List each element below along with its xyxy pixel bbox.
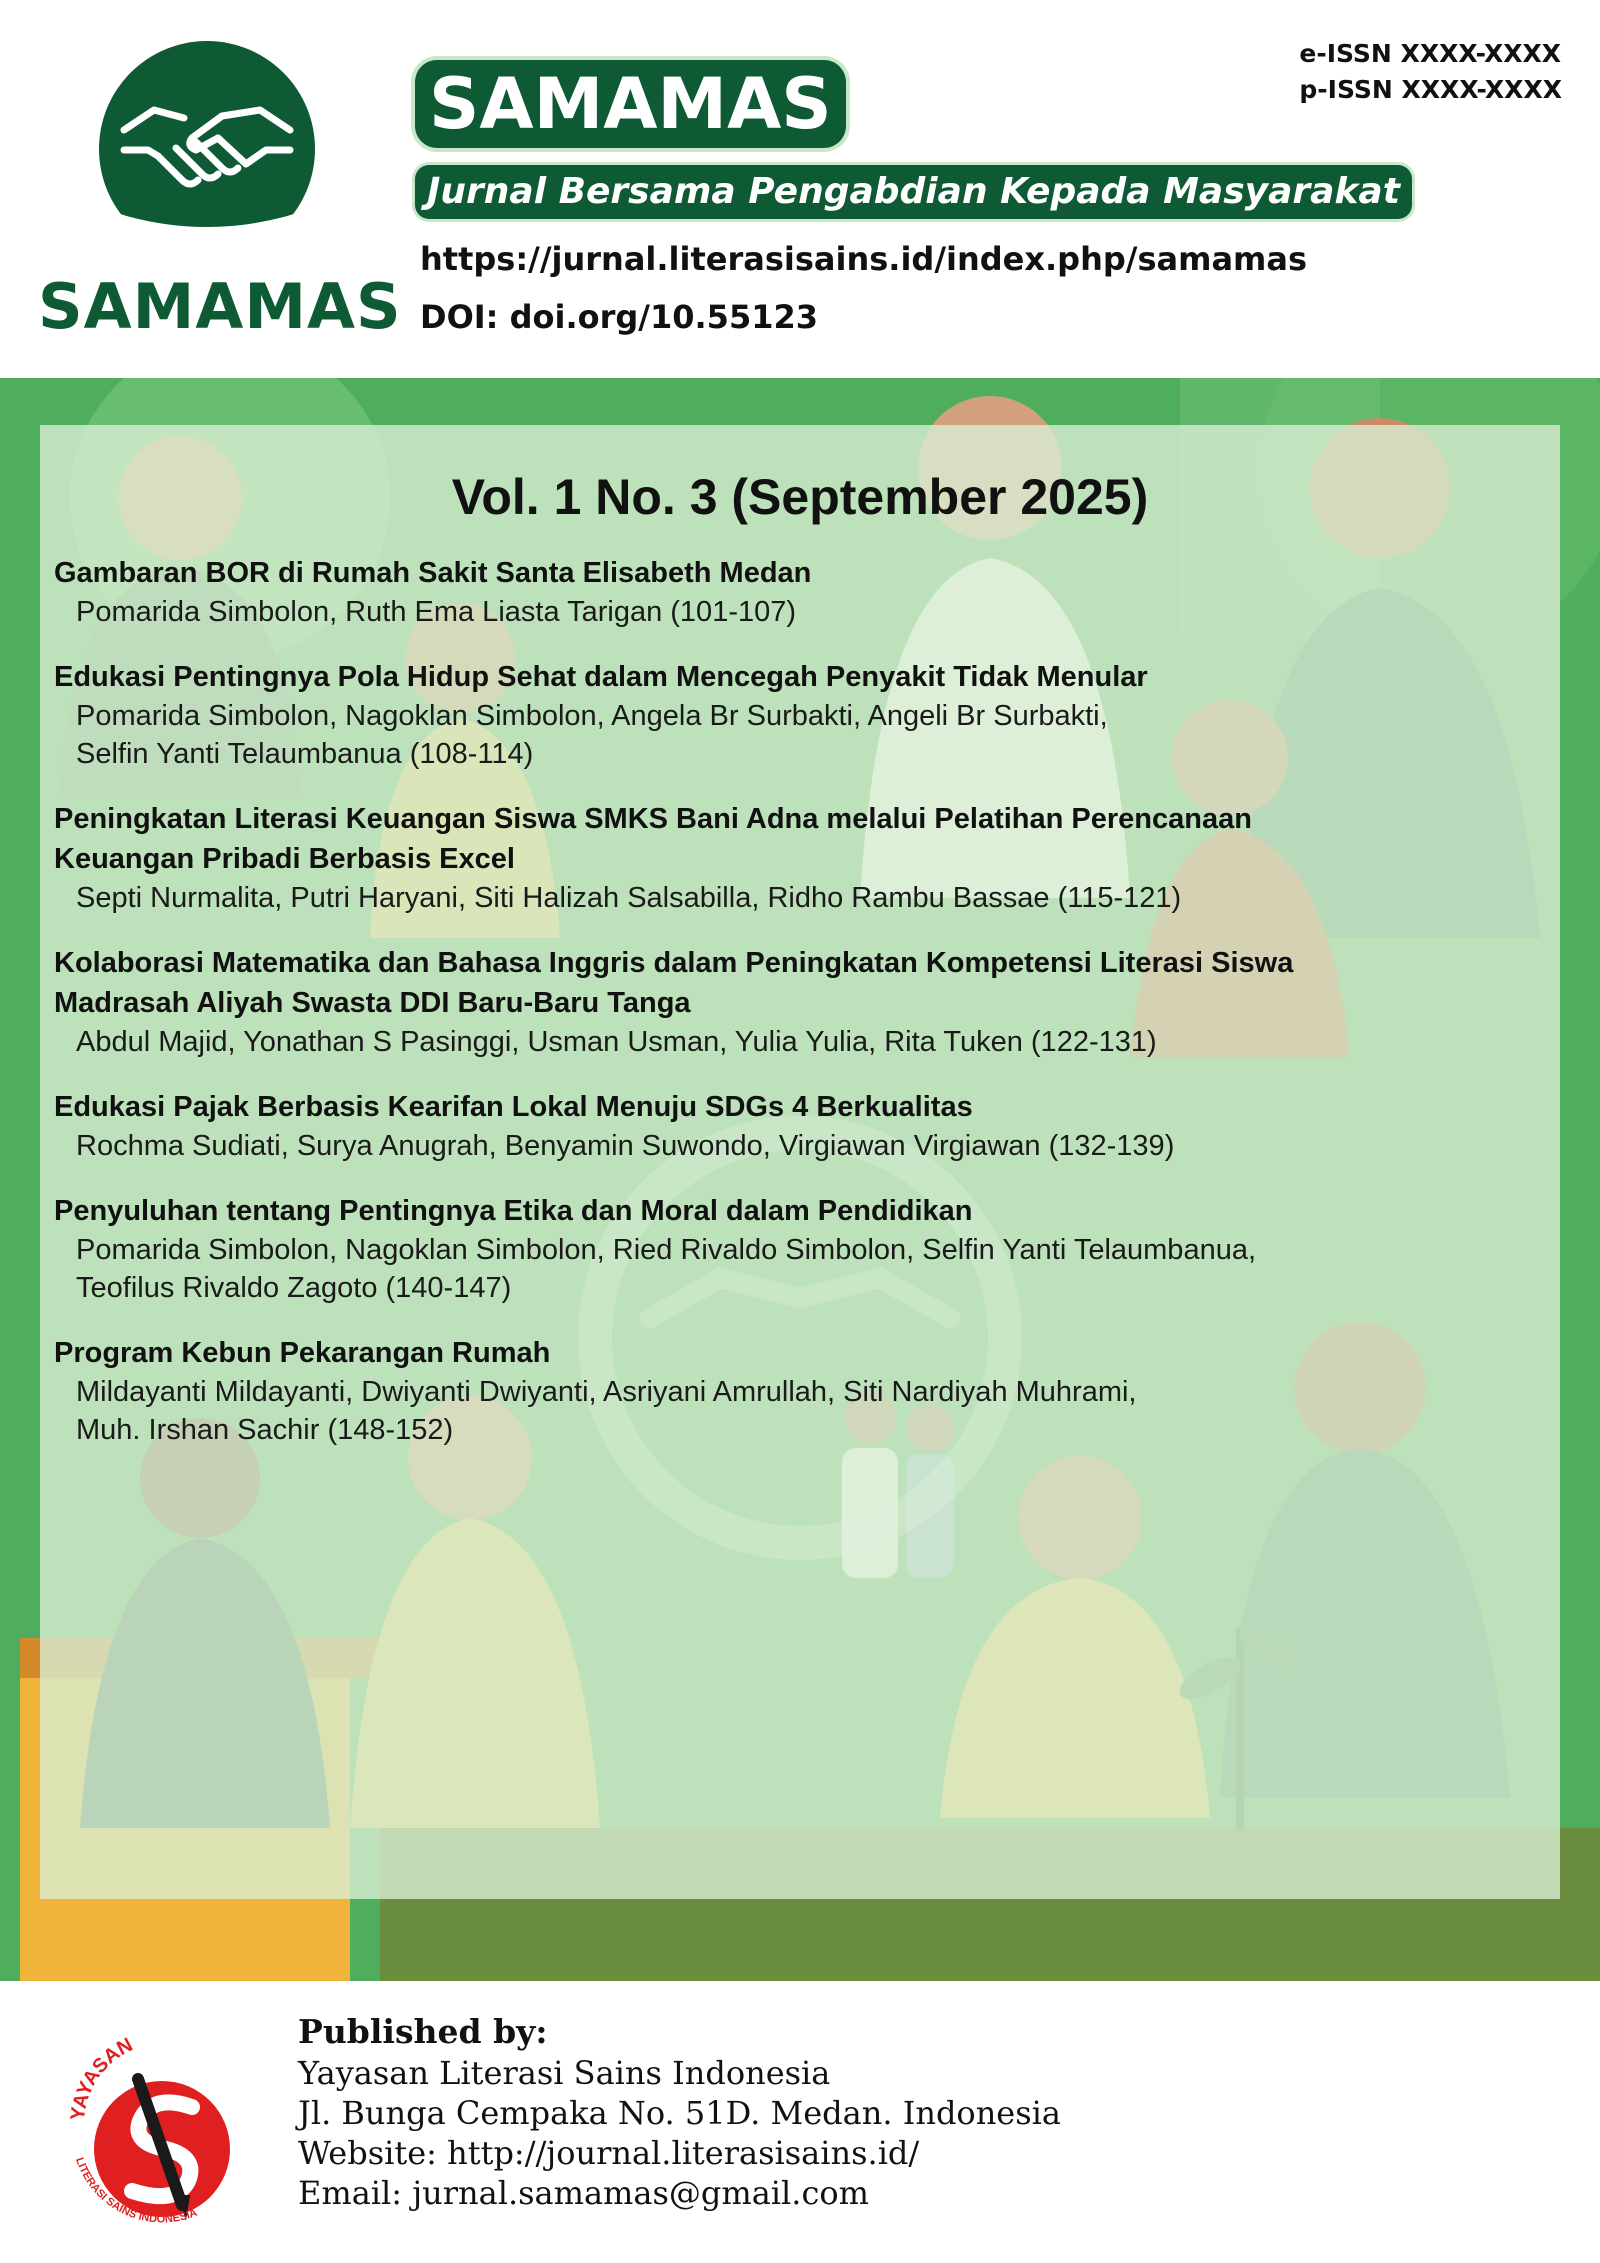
article-authors: Pomarida Simbolon, Nagoklan Simbolon, Angela Br Surbakti, Angeli Br Surbakti, [76,700,1108,732]
publisher-footer [0,1981,1600,2263]
article-entry[interactable] [54,1191,1544,1307]
article-authors: Abdul Majid, Yonathan S Pasinggi, Usman Usman, Yulia Yulia, Rita Tuken (122-131) [76,1026,1157,1058]
p-issn: p-ISSN XXXX-XXXX [1299,75,1562,104]
article-list [54,553,1544,1475]
handshake-logo-icon [96,38,318,260]
publisher-address: Jl. Bunga Cempaka No. 51D. Medan. Indonesia [298,2094,1061,2132]
publisher-name: Yayasan Literasi Sains Indonesia [298,2054,831,2092]
article-entry[interactable] [54,1333,1544,1449]
publisher-website[interactable]: Website: http://journal.literasisains.id/ [298,2134,920,2172]
article-entry[interactable] [54,553,1544,631]
pen-s-logo-icon [62,2009,262,2244]
issn-block [1299,36,1562,108]
journal-doi: DOI: doi.org/10.55123 [420,298,818,336]
logo-wordmark: SAMAMAS [38,270,402,343]
journal-header [0,0,1600,378]
journal-subtitle: Jurnal Bersama Pengabdian Kepada Masyarakat [415,165,1412,219]
article-title[interactable]: Kolaborasi Matematika dan Bahasa Inggris dalam Peningkatan Kompetensi Literasi Siswa [54,947,1294,979]
journal-name: SAMAMAS [415,60,846,148]
logo-bottom-text: LITERASI SAINS INDONESIA [73,2156,199,2226]
article-authors-continued: Teofilus Rivaldo Zagoto (140-147) [76,1272,512,1304]
article-entry[interactable] [54,1087,1544,1165]
article-entry[interactable] [54,657,1544,773]
published-by-heading: Published by: [298,2012,548,2051]
e-issn: e-ISSN XXXX-XXXX [1299,39,1562,68]
article-title-continued[interactable]: Keuangan Pribadi Berbasis Excel [54,843,515,875]
article-title[interactable]: Program Kebun Pekarangan Rumah [54,1337,551,1369]
article-authors: Pomarida Simbolon, Nagoklan Simbolon, Ried Rivaldo Simbolon, Selfin Yanti Telaumbanua, [76,1234,1257,1266]
article-title[interactable]: Edukasi Pentingnya Pola Hidup Sehat dalam Mencegah Penyakit Tidak Menular [54,661,1148,693]
publisher-email[interactable]: Email: jurnal.samamas@gmail.com [298,2174,869,2212]
volume-title: Vol. 1 No. 3 (September 2025) [451,469,1149,525]
article-authors: Rochma Sudiati, Surya Anugrah, Benyamin Suwondo, Virgiawan Virgiawan (132-139) [76,1130,1175,1162]
logo-top-text: YAYASAN [66,2033,137,2122]
article-entry[interactable] [54,943,1544,1061]
article-authors: Pomarida Simbolon, Ruth Ema Liasta Tarigan (101-107) [76,596,797,628]
article-title[interactable]: Gambaran BOR di Rumah Sakit Santa Elisabeth Medan [54,557,812,589]
publisher-info [298,2011,1061,2213]
article-authors: Septi Nurmalita, Putri Haryani, Siti Halizah Salsabilla, Ridho Rambu Bassae (115-121) [76,882,1182,914]
article-authors: Mildayanti Mildayanti, Dwiyanti Dwiyanti, Asriyani Amrullah, Siti Nardiyah Muhrami, [76,1376,1137,1408]
article-title[interactable]: Edukasi Pajak Berbasis Kearifan Lokal Menuju SDGs 4 Berkualitas [54,1091,973,1123]
article-authors-continued: Muh. Irshan Sachir (148-152) [76,1414,454,1446]
article-title[interactable]: Penyuluhan tentang Pentingnya Etika dan Moral dalam Pendidikan [54,1195,973,1227]
article-authors-continued: Selfin Yanti Telaumbanua (108-114) [76,738,534,770]
article-title-continued[interactable]: Madrasah Aliyah Swasta DDI Baru-Baru Tanga [54,987,691,1019]
article-entry[interactable] [54,799,1544,917]
journal-url[interactable]: https://jurnal.literasisains.id/index.php/samamas [420,240,1308,278]
article-title[interactable]: Peningkatan Literasi Keuangan Siswa SMKS Bani Adna melalui Pelatihan Perencanaan [54,803,1252,835]
